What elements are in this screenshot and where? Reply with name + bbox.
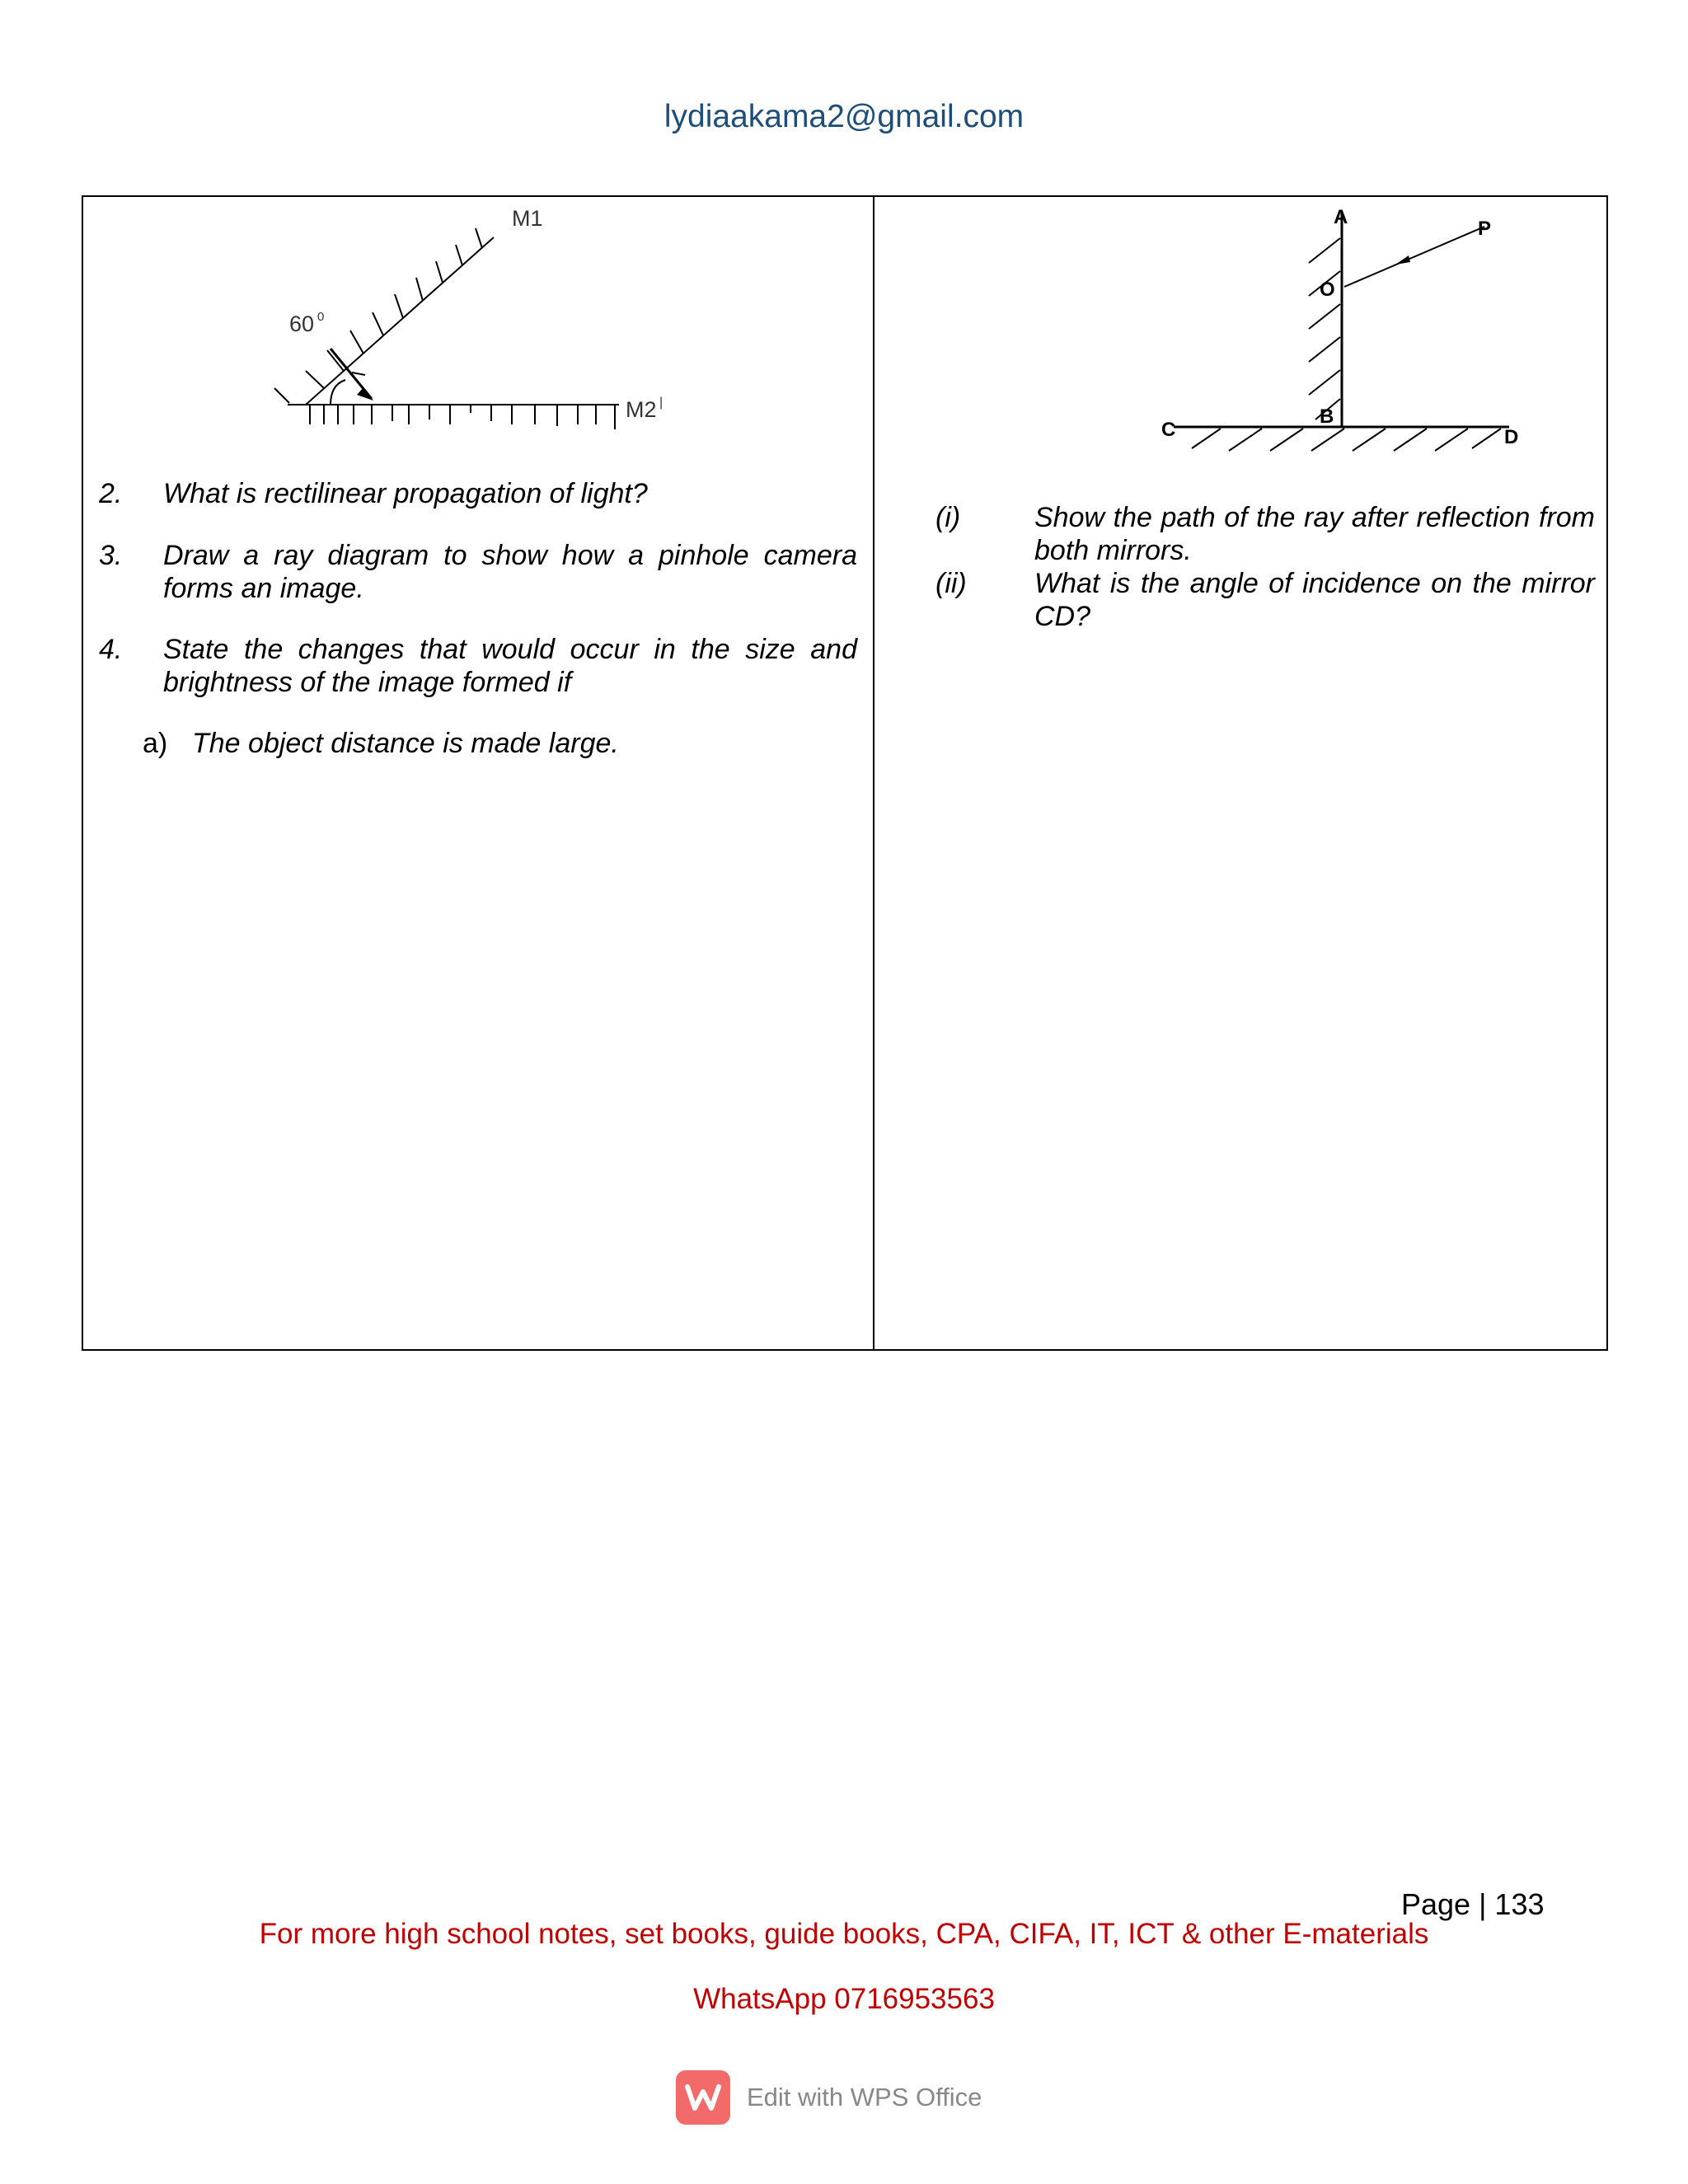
angle-unit: 0 [317,310,325,324]
wps-badge[interactable] [676,2070,982,2125]
m1-label: M1 [512,206,543,231]
question-i [935,501,1595,567]
m2-mark: | [659,396,663,410]
question-4 [99,633,857,699]
question-number: 4. [99,634,123,665]
wps-label: Edit with WPS Office [747,2083,982,2111]
m1-hatching [306,228,482,388]
m2-hatching [310,405,615,429]
ab-hatching [1309,238,1340,419]
question-text: Draw a ray diagram to show how a pinhole camera forms an image. [163,540,857,604]
label-c: C [1161,419,1176,441]
subquestion-text: The object distance is made large. [192,728,619,759]
question-number: 2. [99,478,123,509]
question-text: State the changes that would occur in the size and brightness of the image formed if [163,634,857,698]
question-4a [143,727,851,760]
m2-label: M2 [626,397,657,422]
wps-logo-icon [676,2070,730,2125]
label-o: O [1320,279,1335,301]
perpendicular-mirrors-diagram [874,197,1608,469]
page-number: Page | 133 [1401,1887,1545,1921]
label-d: D [1504,426,1519,448]
question-table [82,195,1608,1351]
label-b: B [1320,405,1334,428]
two-mirrors-diagram [83,197,873,469]
footer-whatsapp: WhatsApp 0716953563 [693,1983,995,2015]
question-text: What is rectilinear propagation of light? [163,478,648,509]
question-3 [99,539,857,605]
question-text: Show the path of the ray after reflection from both mirrors. [1034,502,1595,566]
angle-label: 60 [289,312,315,336]
question-number: (i) [935,502,961,533]
question-number: (ii) [935,568,967,599]
question-text: What is the angle of incidence on the mirror CD? [1034,568,1595,632]
label-p: P [1478,218,1492,240]
footer-promo: For more high school notes, set books, guide books, CPA, CIFA, IT, ICT & other E-materials [259,1918,1429,1950]
header-email: lydiaakama2@gmail.com [663,99,1025,134]
question-number: 3. [99,540,123,571]
question-2 [99,477,857,510]
question-ii [935,567,1595,633]
label-a: A [1334,206,1348,228]
cd-hatching [1192,429,1501,451]
subquestion-letter: a) [143,728,168,759]
